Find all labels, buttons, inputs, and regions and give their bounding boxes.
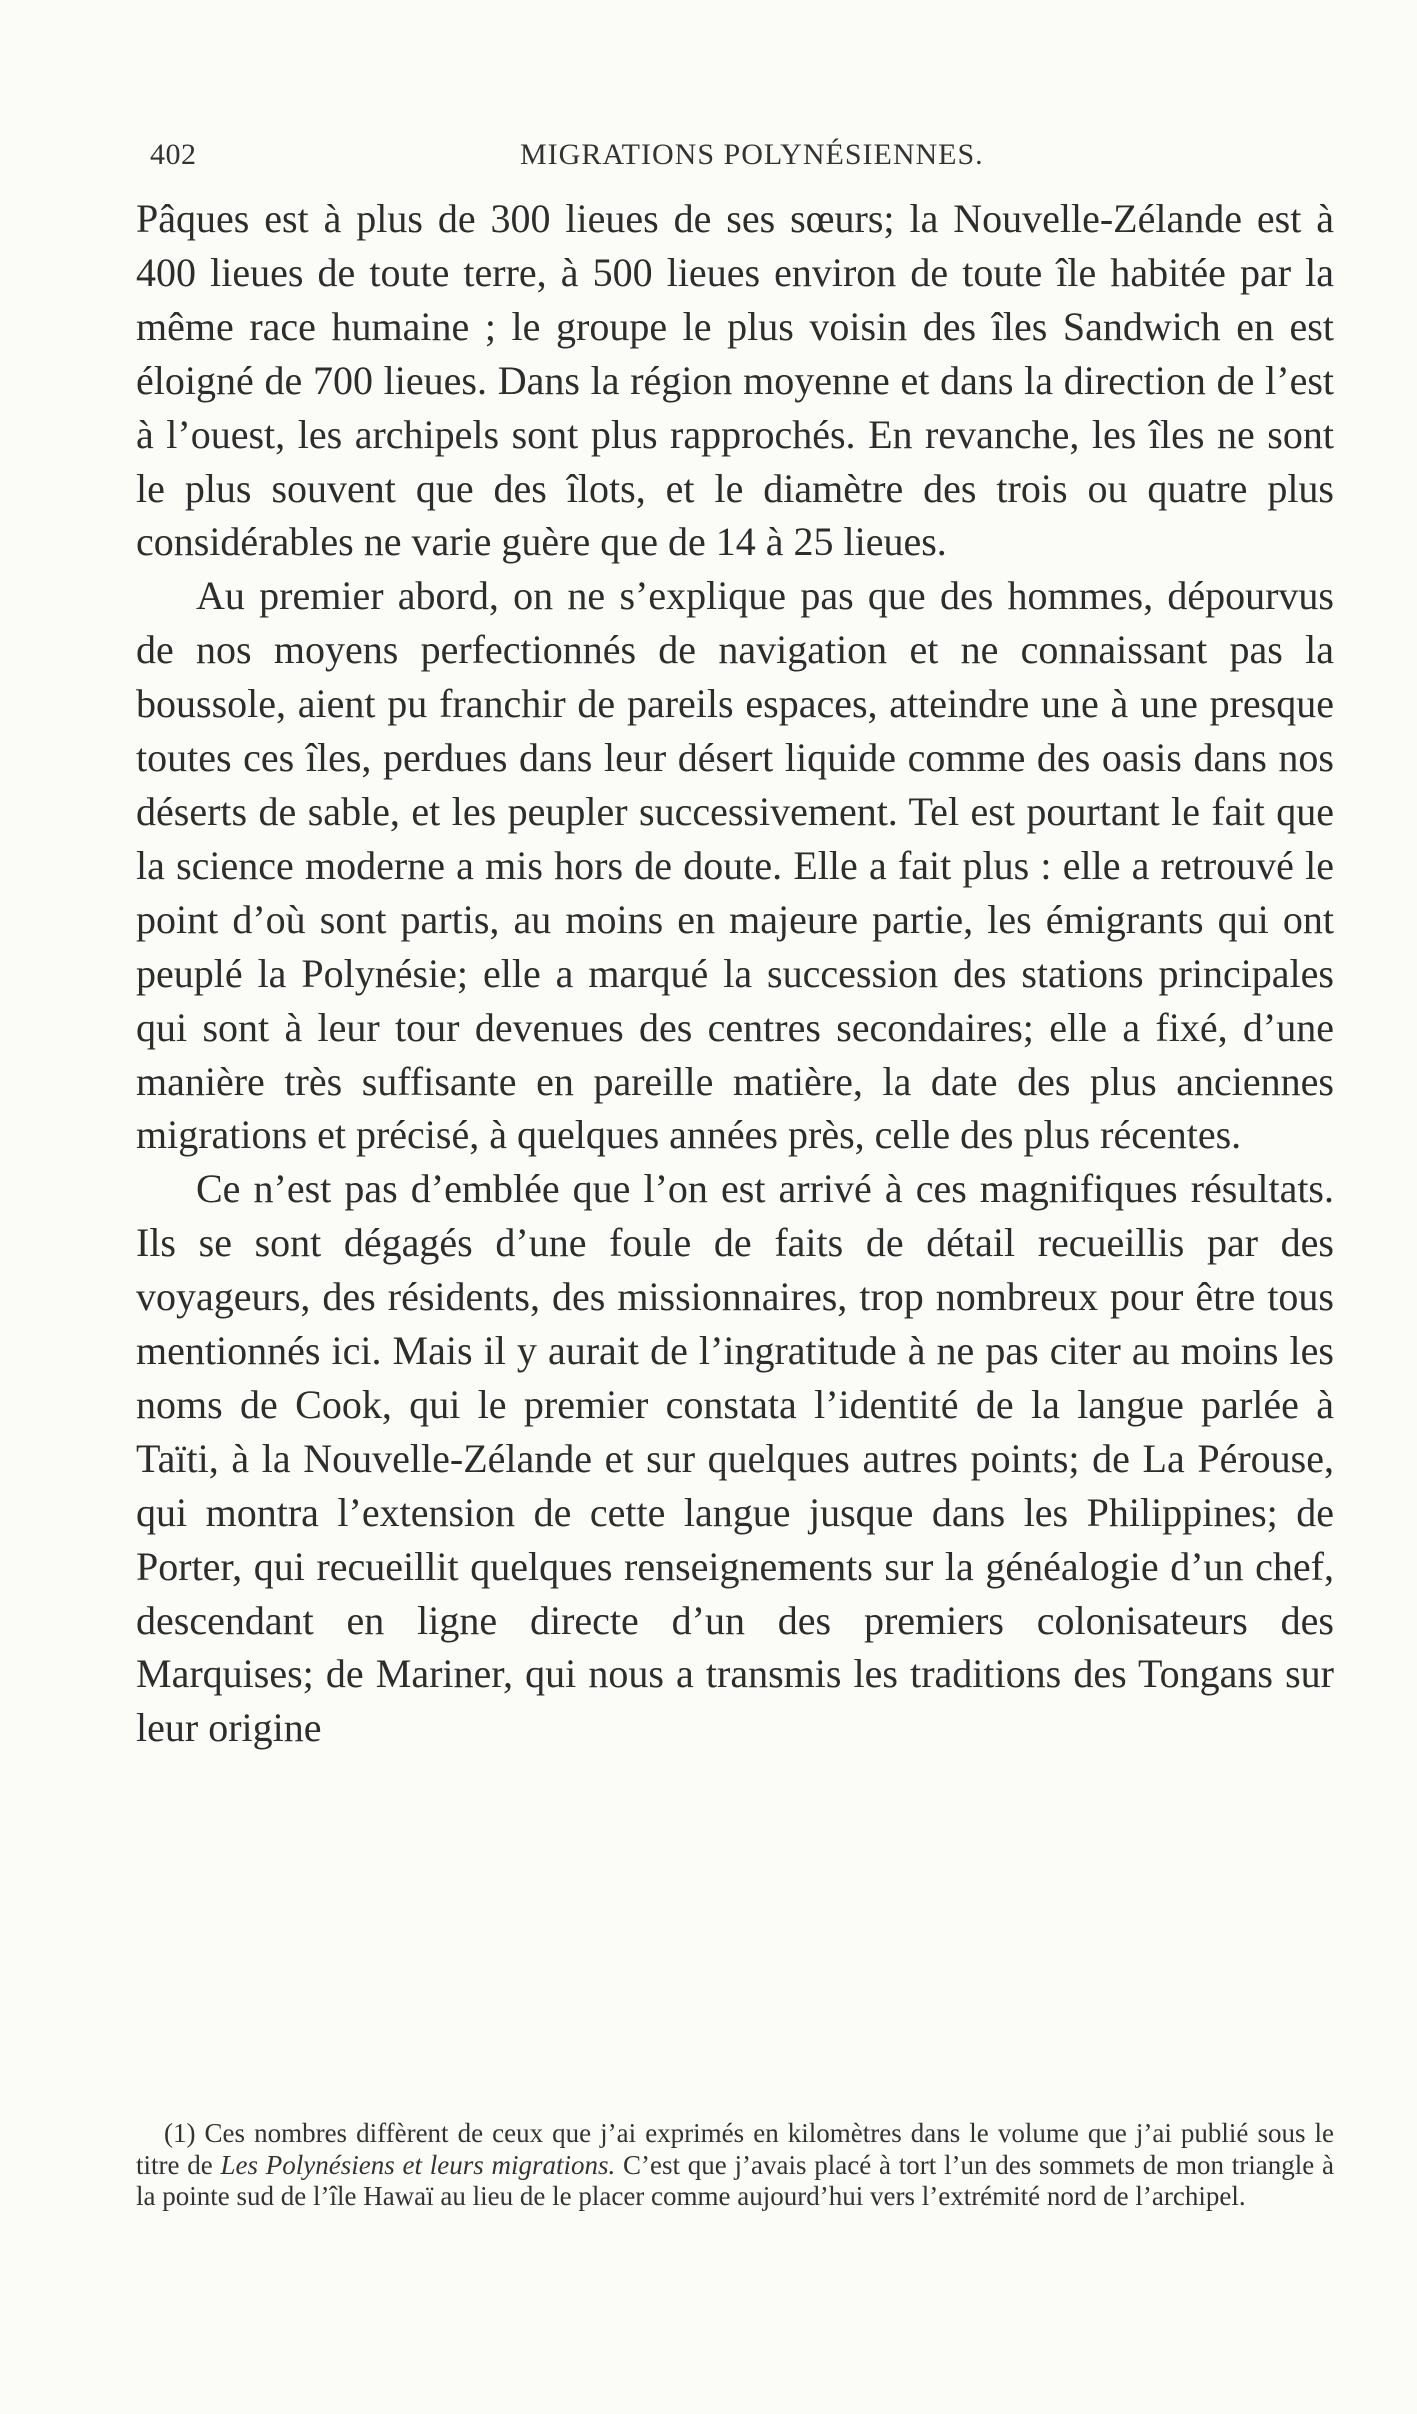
running-title: MIGRATIONS POLYNÉSIENNES.: [520, 138, 984, 171]
page-header: [150, 138, 1290, 184]
footnote: [136, 2118, 1334, 2213]
footnote-intro: (1) Ces nombres diffèrent de ceux que j’ai exprimés en kilomètres dans le volume que j’ai publié sous le titre de: [136, 2118, 1334, 2180]
page-number: 402: [150, 138, 197, 171]
footnote-rest: C’est que j’avais placé à tort l’un des sommets de mon triangle à la pointe sud de l’île Hawaï au lieu de le placer comme aujourd’hui vers l’extrémité nord de l’archipel.: [136, 2149, 1334, 2211]
paragraph-3: Ce n’est pas d’emblée que l’on est arrivé à ces magnifiques résultats. Ils se sont dégagés d’une foule de faits de détail recueillis par des voyageurs, des résidents, des missionnaires, trop nombreux pour être tous mentionnés ici. Mais il y aurait de l’ingratitude à ne pas citer au moins les noms de Cook, qui le premier constata l’identité de la langue parlée à Taïti, à la Nouvelle-Zélande et sur quelques autres points; de La Pérouse, qui montra l’extension de cette langue jusque dans les Philippines; de Porter, qui recueillit quelques renseignements sur la généalogie d’un chef, descendant en ligne directe d’un des premiers colonisateurs des Marquises; de Mariner, qui nous a transmis les traditions des Tongans sur leur origine: [136, 1166, 1334, 1751]
footnote-book-title: Les Polynésiens et leurs migrations.: [220, 2149, 616, 2180]
paragraph-2: Au premier abord, on ne s’explique pas que des hommes, dépourvus de nos moyens perfectionnés de navigation et ne connaissant pas la boussole, aient pu franchir de pareils espaces, atteindre une à une presque toutes ces îles, perdues dans leur désert liquide comme des oasis dans nos déserts de sable, et les peupler successivement. Tel est pourtant le fait que la science moderne a mis hors de doute. Elle a fait plus : elle a retrouvé le point d’où sont partis, au moins en majeure partie, les émigrants qui ont peuplé la Polynésie; elle a marqué la succession des stations principales qui sont à leur tour devenues des centres secondaires; elle a fixé, d’une manière très suffisante en pareille matière, la date des plus anciennes migrations et précisé, à quelques années près, celle des plus récentes.: [136, 573, 1334, 1158]
paragraph-1: Pâques est à plus de 300 lieues de ses sœurs; la Nouvelle-Zélande est à 400 lieues de toute terre, à 500 lieues environ de toute île habitée par la même race humaine ; le groupe le plus voisin des îles Sandwich en est éloigné de 700 lieues. Dans la région moyenne et dans la direction de l’est à l’ouest, les archipels sont plus rapprochés. En revanche, les îles ne sont le plus souvent que des îlots, et le diamètre des trois ou quatre plus considérables ne varie guère que de 14 à 25 lieues.: [136, 196, 1334, 565]
main-text: [136, 192, 1334, 1755]
